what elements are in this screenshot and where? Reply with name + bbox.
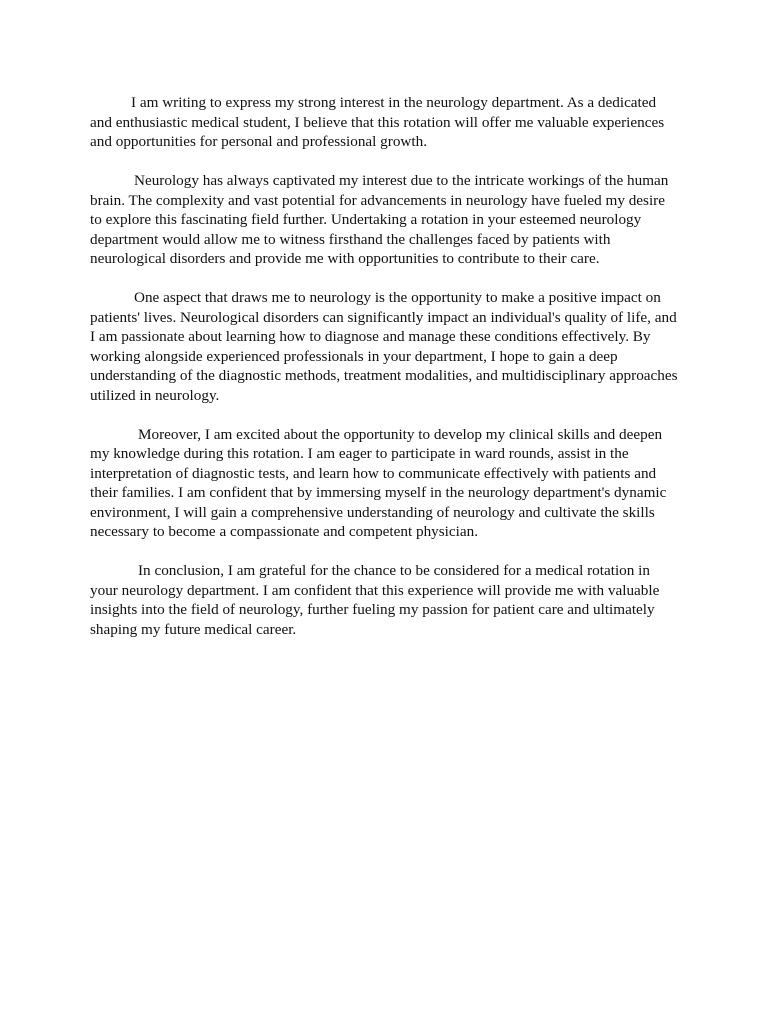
paragraph-conclusion: In conclusion, I am grateful for the chance to be considered for a medical rotation in your neurology department. I am confident that this experience will provide me with valuable insights into the field of neurology, further fueling my passion for patient care and ultimately shaping my future medical career. — [90, 562, 660, 638]
paragraph-impact: One aspect that draws me to neurology is the opportunity to make a positive impact on patients' lives. Neurological disorders can significantly impact an individual's quality of life, and I am passionate about learning how to diagnose and manage these conditions effectively. By working alongside experienced professionals in your department, I hope to gain a deep understanding of the diagnostic methods, treatment modalities, and multidisciplinary approaches utilized in neurology. — [90, 289, 678, 404]
letter-body — [90, 93, 680, 639]
paragraph-intro: I am writing to express my strong interest in the neurology department. As a dedicated and enthusiastic medical student, I believe that this rotation will offer me valuable experiences and opportunities for personal and professional growth. — [90, 94, 665, 150]
paragraph-interest: Neurology has always captivated my interest due to the intricate workings of the human brain. The complexity and vast potential for advancements in neurology have fueled my desire to explore this fascinating field further. Undertaking a rotation in your esteemed neurology department would allow me to witness firsthand the challenges faced by patients with neurological disorders and provide me with opportunities to contribute to their care. — [90, 172, 669, 267]
paragraph-skills: Moreover, I am excited about the opportunity to develop my clinical skills and deepen my knowledge during this rotation. I am eager to participate in ward rounds, assist in the interpretation of diagnostic tests, and learn how to communicate effectively with patients and their families. I am confident that by immersing myself in the neurology department's dynamic environment, I will gain a comprehensive understanding of neurology and cultivate the skills necessary to become a compassionate and competent physician. — [90, 425, 667, 540]
